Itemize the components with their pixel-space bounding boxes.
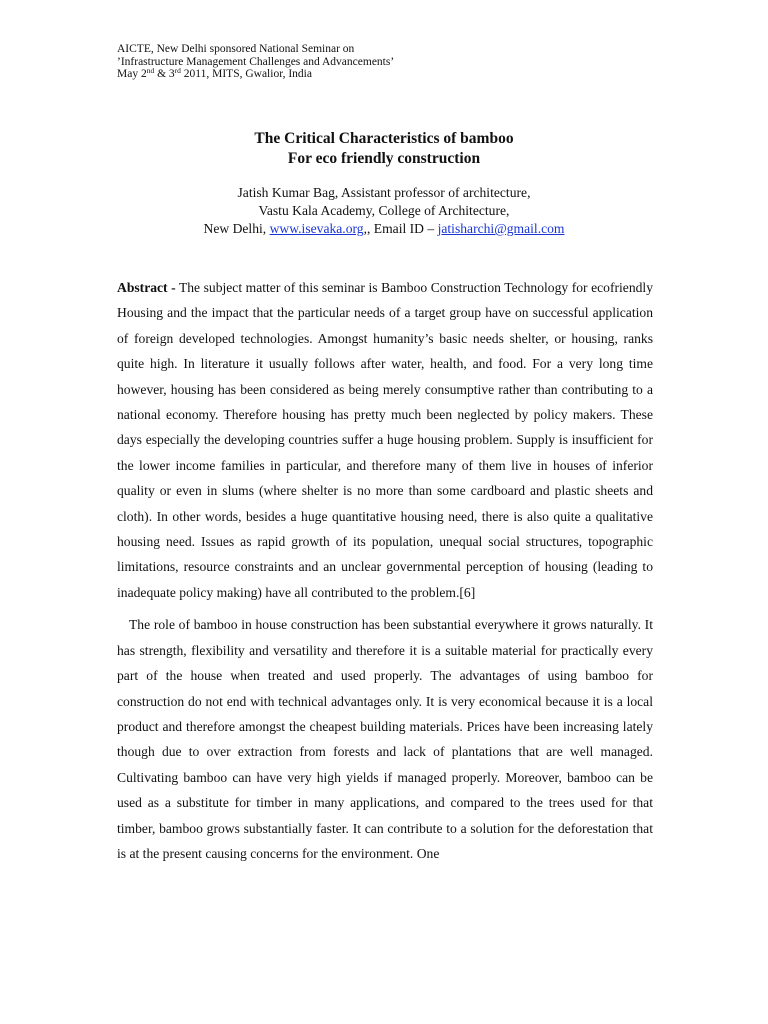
email-link[interactable]: jatisharchi@gmail.com — [437, 221, 565, 236]
website-link[interactable]: www.isevaka.org — [269, 221, 364, 236]
body-text — [117, 275, 653, 866]
author-line-1: Jatish Kumar Bag, Assistant professor of architecture, — [237, 185, 531, 200]
bamboo-role-paragraph: The role of bamboo in house construction has been substantial everywhere it grows naturally. It has strength, flexibility and versatility and therefore it is a suitable material for practically every part of the house when treated and used properly. The advantages of using bamboo for construction do not end with technical advantages only. It is very economical because it is a local product and therefore amongst the cheapest building materials. Prices have been increasing lately though due to over extraction from forests and lack of plantations that are well managed. Cultivating bamboo can have very high yields if managed properly. Moreover, bamboo can be used as a substitute for timber in many applications, and compared to the trees used for that timber, bamboo grows substantially faster. It can contribute to a solution for the deforestation that is at the present causing concerns for the environment. One — [117, 617, 653, 861]
seminar-header — [117, 43, 677, 81]
header-line-3 — [117, 68, 677, 81]
header-sup-nd: nd — [146, 66, 155, 75]
email-label: ,, Email ID – — [363, 221, 438, 236]
title-line-1: The Critical Characteristics of bamboo — [254, 130, 514, 147]
title-line-2: For eco friendly construction — [287, 150, 481, 167]
abstract-paragraph — [117, 275, 653, 605]
header-date-part-1: May 2 — [117, 68, 147, 80]
author-block — [0, 184, 768, 238]
abstract-text: The subject matter of this seminar is Bamboo Construction Technology for ecofriendly Housing and the impact that the particular needs of a target group have on successful application of foreign developed technologies. Amongst humanity’s basic needs shelter, or housing, ranks quite high. In literature it usually follows after water, health, and food. For a very long time however, housing has been considered as being merely consumptive rather than contributing to a national economy. Therefore housing has pretty much been neglected by policy makers. These days especially the developing countries suffer a huge housing problem. Supply is insufficient for the lower income families in particular, and therefore many of them live in houses of inferior quality or even in slums (where shelter is no more than some cardboard and plastic sheets and cloth). In other words, besides a huge quantitative housing need, there is also quite a qualitative housing need. Issues as rapid growth of its population, unequal social structures, topographic limitations, resource constraints and an unclear governmental perception of housing (leading to inadequate policy making) have all contributed to the problem.[6] — [117, 280, 654, 600]
paper-title — [0, 129, 768, 169]
author-line-2: Vastu Kala Academy, College of Architecture, — [258, 203, 510, 218]
header-sup-rd: rd — [174, 66, 181, 75]
abstract-label: Abstract - — [117, 280, 176, 295]
header-date-part-3: 2011, MITS, Gwalior, India — [180, 68, 312, 80]
header-date-part-2: & 3 — [154, 68, 175, 80]
author-line-3 — [0, 220, 768, 238]
author-location: New Delhi, — [203, 221, 270, 236]
header-line-2: ’Infrastructure Management Challenges and Advancements’ — [117, 55, 395, 68]
header-line-1: AICTE, New Delhi sponsored National Seminar on — [117, 43, 355, 55]
